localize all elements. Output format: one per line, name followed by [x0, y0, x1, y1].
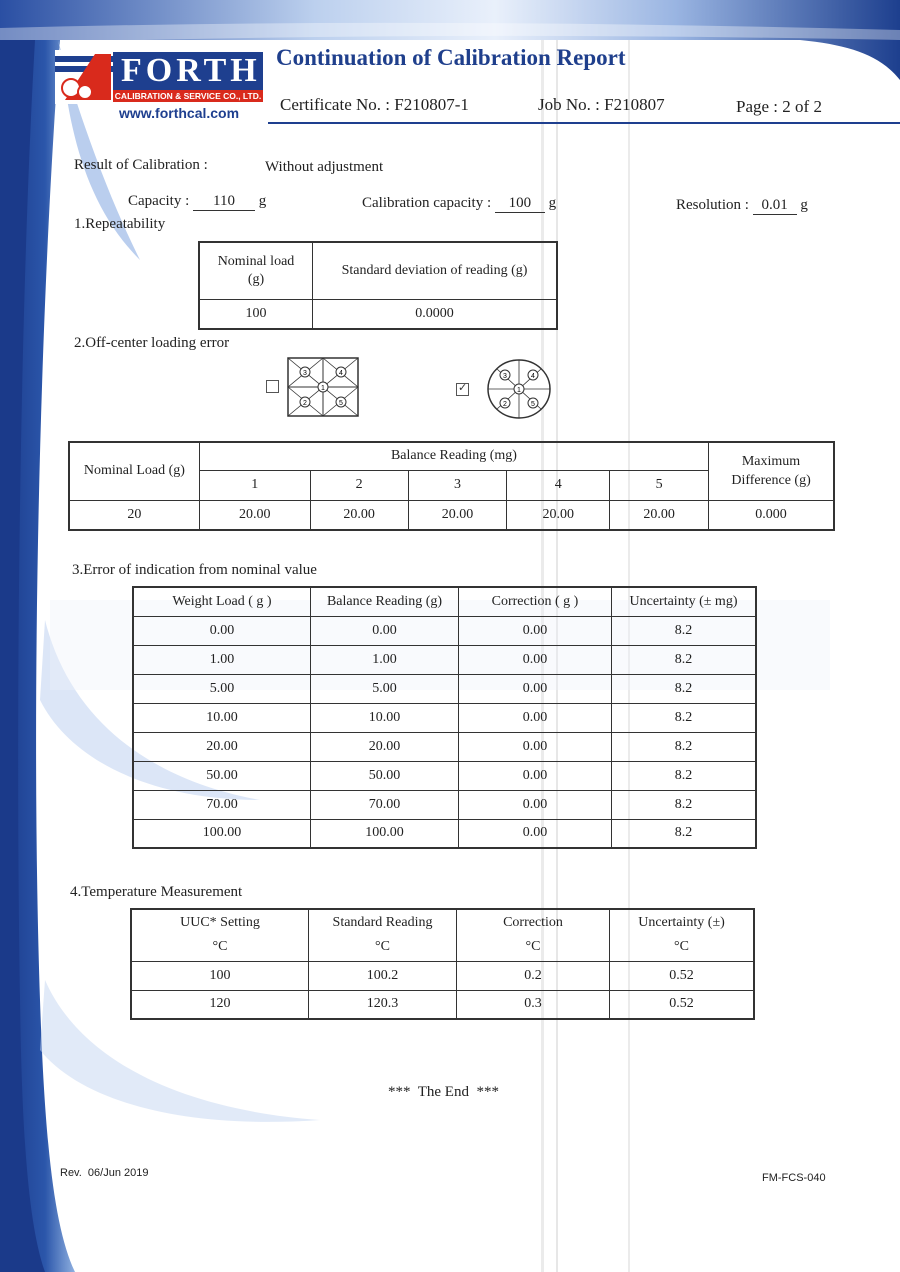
error-load: 100.00: [133, 819, 311, 848]
table-row: [133, 674, 756, 703]
temp-header-correction: [457, 909, 610, 961]
page-number: [736, 97, 822, 117]
error-reading: 50.00: [311, 761, 459, 790]
error-header-reading: Balance Reading (g): [311, 587, 459, 616]
job-label: Job No. :: [538, 95, 600, 114]
cal-capacity-unit: g: [548, 195, 557, 211]
table-row: [133, 790, 756, 819]
offcenter-reading-5: 20.00: [610, 500, 709, 530]
temp-correction: 0.2: [457, 961, 610, 990]
repeatability-heading: 1.Repeatability: [74, 216, 166, 232]
error-correction: 0.00: [459, 790, 612, 819]
table-row: [133, 761, 756, 790]
certificate-value: F210807-1: [394, 95, 469, 114]
form-number: FM-FCS-040: [762, 1172, 826, 1184]
error-correction: 0.00: [459, 819, 612, 848]
temp-uncertainty: 0.52: [610, 990, 755, 1019]
circle-pattern-checkbox[interactable]: [456, 383, 469, 396]
temp-header-uncertainty-unit: °C: [674, 939, 689, 955]
repeatability-header-load-line2: (g): [247, 271, 265, 287]
square-pattern-checkbox[interactable]: [266, 380, 279, 393]
error-correction: 0.00: [459, 674, 612, 703]
square-pos-4: 4: [339, 370, 343, 377]
logo-url[interactable]: www.forthcal.com: [119, 105, 240, 121]
error-table: [132, 586, 757, 849]
error-uncertainty: 8.2: [612, 732, 757, 761]
offcenter-header-nominal: Nominal Load (g): [69, 442, 199, 500]
table-row: [131, 990, 754, 1019]
error-uncertainty: 8.2: [612, 819, 757, 848]
offcenter-reading-4: 20.00: [507, 500, 610, 530]
error-correction: 0.00: [459, 616, 612, 645]
error-load: 10.00: [133, 703, 311, 732]
repeatability-std-dev: 0.0000: [313, 299, 558, 329]
error-reading: 100.00: [311, 819, 459, 848]
error-header-load: Weight Load ( g ): [133, 587, 311, 616]
logo-emblem-icon: [55, 50, 117, 104]
temp-header-correction-unit: °C: [525, 939, 541, 955]
error-uncertainty: 8.2: [612, 645, 757, 674]
result-label: Result of Calibration :: [74, 157, 208, 173]
square-pos-1: 1: [321, 385, 325, 392]
capacity-unit: g: [258, 193, 267, 209]
table-row: [133, 645, 756, 674]
temp-header-correction-label: Correction: [503, 915, 563, 931]
error-heading: 3.Error of indication from nominal value: [72, 562, 317, 578]
resolution: [676, 197, 808, 215]
circle-pos-5: 5: [531, 401, 535, 408]
page-label: Page :: [736, 97, 779, 116]
cal-capacity-label: Calibration capacity :: [362, 195, 492, 211]
offcenter-pos-1: 1: [199, 470, 310, 500]
error-reading: 0.00: [311, 616, 459, 645]
capacity-value: 110: [193, 193, 255, 211]
error-load: 70.00: [133, 790, 311, 819]
temp-setting: 120: [131, 990, 309, 1019]
resolution-value: 0.01: [753, 197, 797, 215]
error-load: 5.00: [133, 674, 311, 703]
check-mark-icon: ✓: [458, 382, 468, 394]
temp-header-setting-unit: °C: [212, 939, 228, 955]
logo-wordmark: [113, 52, 263, 92]
square-pattern-icon: [287, 357, 359, 417]
temp-header-setting: [131, 909, 309, 961]
offcenter-header-balance: Balance Reading (mg): [199, 442, 708, 470]
error-reading: 20.00: [311, 732, 459, 761]
job-number: [538, 95, 665, 115]
certificate-number: [280, 95, 469, 115]
revision-date: Rev. 06/Jun 2019: [60, 1167, 149, 1179]
temp-header-uncertainty-label: Uncertainty (±): [638, 915, 725, 931]
temp-setting: 100: [131, 961, 309, 990]
offcenter-reading-1: 20.00: [199, 500, 310, 530]
repeatability-header-load: [199, 242, 313, 299]
offcenter-header-max: [709, 442, 834, 500]
offcenter-max-diff: 0.000: [709, 500, 834, 530]
error-load: 1.00: [133, 645, 311, 674]
square-pos-2: 2: [303, 400, 307, 407]
temp-standard: 120.3: [309, 990, 457, 1019]
error-reading: 10.00: [311, 703, 459, 732]
repeatability-load: 100: [199, 299, 313, 329]
error-load: 0.00: [133, 616, 311, 645]
job-value: F210807: [604, 95, 665, 114]
calibration-capacity: [362, 195, 556, 213]
table-row: [131, 961, 754, 990]
offcenter-nominal: 20: [69, 500, 199, 530]
temp-header-standard: [309, 909, 457, 961]
temp-header-standard-unit: °C: [375, 939, 390, 955]
repeatability-table: [198, 241, 558, 330]
capacity-label: Capacity :: [128, 193, 190, 209]
offcenter-pos-3: 3: [408, 470, 507, 500]
circle-pos-4: 4: [531, 373, 535, 380]
resolution-unit: g: [800, 197, 808, 213]
temperature-heading: 4.Temperature Measurement: [70, 884, 243, 900]
error-reading: 5.00: [311, 674, 459, 703]
square-pos-3: 3: [303, 370, 307, 377]
temp-header-standard-label: Standard Reading: [332, 915, 433, 931]
table-row: [133, 732, 756, 761]
offcenter-table: [68, 441, 835, 531]
logo-name: FORTH: [121, 52, 261, 89]
error-load: 20.00: [133, 732, 311, 761]
cal-capacity-value: 100: [495, 195, 545, 213]
error-uncertainty: 8.2: [612, 616, 757, 645]
table-row: [133, 703, 756, 732]
error-header-correction: Correction ( g ): [459, 587, 612, 616]
offcenter-pos-5: 5: [610, 470, 709, 500]
resolution-label: Resolution :: [676, 197, 749, 213]
offcenter-heading: 2.Off-center loading error: [74, 335, 230, 351]
error-uncertainty: 8.2: [612, 761, 757, 790]
offcenter-pos-2: 2: [310, 470, 408, 500]
circle-pos-2: 2: [503, 401, 507, 408]
error-correction: 0.00: [459, 645, 612, 674]
temp-header-setting-label: UUC* Setting: [180, 915, 260, 931]
repeatability-header-std: Standard deviation of reading (g): [313, 242, 558, 299]
offcenter-reading-3: 20.00: [408, 500, 507, 530]
circle-pos-1: 1: [517, 387, 521, 394]
temp-header-uncertainty: [610, 909, 755, 961]
error-correction: 0.00: [459, 703, 612, 732]
offcenter-pos-4: 4: [507, 470, 610, 500]
result-value: Without adjustment: [265, 159, 384, 175]
temperature-table: [130, 908, 755, 1020]
error-header-uncertainty: Uncertainty (± mg): [612, 587, 757, 616]
circle-pattern-icon: [486, 358, 552, 420]
company-logo: [55, 50, 260, 122]
offcenter-header-max-line2: Difference (g): [731, 473, 811, 489]
temp-correction: 0.3: [457, 990, 610, 1019]
page-title: Continuation of Calibration Report: [276, 45, 626, 70]
temp-uncertainty: 0.52: [610, 961, 755, 990]
error-correction: 0.00: [459, 761, 612, 790]
certificate-label: Certificate No. :: [280, 95, 390, 114]
logo-tagline: CALIBRATION & SERVICE CO., LTD.: [114, 91, 262, 101]
table-row: [133, 819, 756, 848]
error-load: 50.00: [133, 761, 311, 790]
offcenter-reading-2: 20.00: [310, 500, 408, 530]
error-uncertainty: 8.2: [612, 790, 757, 819]
end-marker: *** The End ***: [388, 1084, 499, 1100]
capacity: [128, 193, 266, 211]
page-value: 2 of 2: [782, 97, 822, 116]
error-reading: 70.00: [311, 790, 459, 819]
error-reading: 1.00: [311, 645, 459, 674]
error-uncertainty: 8.2: [612, 674, 757, 703]
error-correction: 0.00: [459, 732, 612, 761]
error-uncertainty: 8.2: [612, 703, 757, 732]
repeatability-header-load-line1: Nominal load: [217, 253, 295, 269]
table-row: [133, 616, 756, 645]
offcenter-header-max-line1: Maximum: [741, 454, 801, 470]
header-rule: [268, 122, 900, 124]
temp-standard: 100.2: [309, 961, 457, 990]
square-pos-5: 5: [339, 400, 343, 407]
circle-pos-3: 3: [503, 373, 507, 380]
